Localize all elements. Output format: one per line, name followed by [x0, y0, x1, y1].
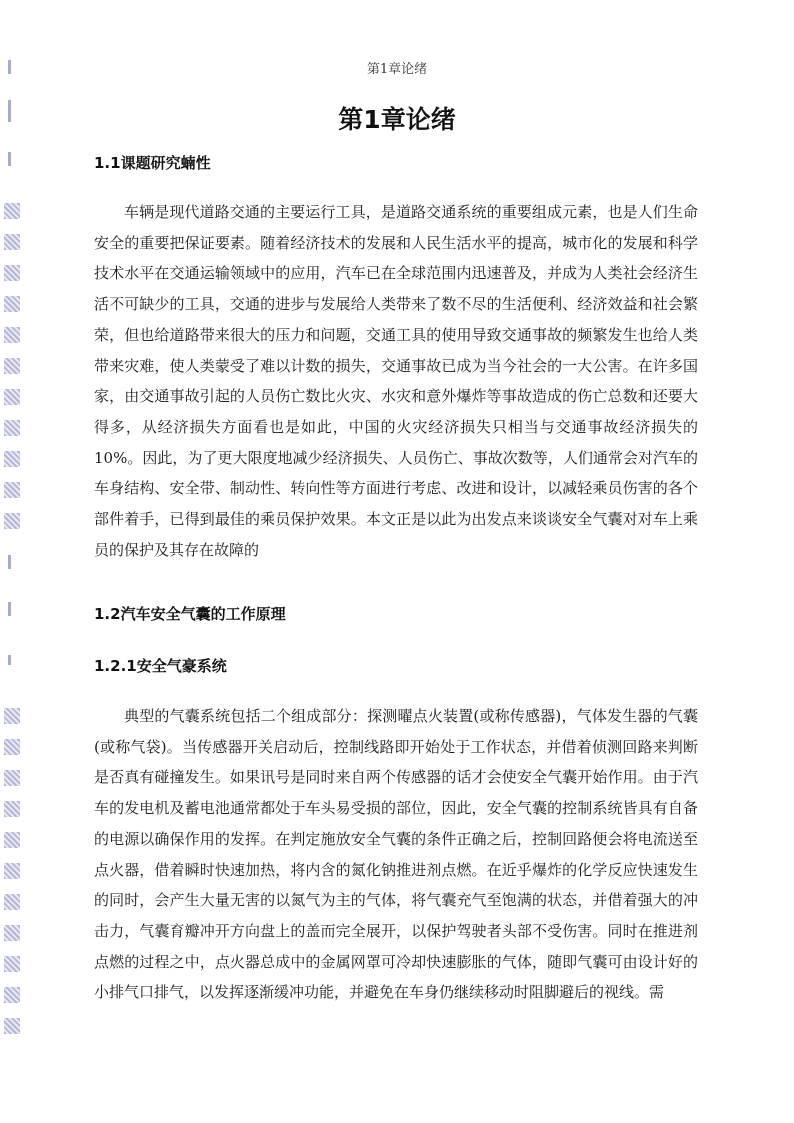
margin-mark	[8, 602, 11, 616]
margin-mark	[4, 894, 20, 910]
margin-mark	[4, 513, 20, 529]
margin-mark	[4, 1018, 20, 1034]
margin-mark	[4, 203, 20, 219]
running-header: 第1章论绪	[366, 62, 428, 77]
margin-mark	[4, 832, 20, 848]
margin-mark	[4, 708, 20, 724]
margin-mark	[4, 358, 20, 374]
section-1-2-1-paragraph: 典型的气囊系统包括二个组成部分：探测曜点火装置(或称传感器)，气体发生器的气囊(或称气袋)。当传感器开关启动后，控制线路即开始处于工作状态，并借着侦测回路来判断是否真有碰撞发生。如果讯号是同时来自两个传感器的话才会使安全气囊开始作用。由于汽车的发电机及蓄电池通常都处于车头易受损的部位，因此，安全气囊的控制系统皆具有自备的电源以确保作用的发挥。在判定施放安全气囊的条件正确之后，控制回路便会将电流送至点火器，借着瞬时快速加热，将内含的氮化钠推进剂点燃。在近乎爆炸的化学反应快速发生的同时，会产生大量无害的以氮气为主的气体，将气囊充气至饱满的状态，并借着强大的冲击力，气囊育瓣冲开方向盘上的盖而完全展开，以保护驾驶者头部不受伤害。同时在推进剂点燃的过程之中，点火器总成中的金属网罩可冷却快速膨胀的气体，随即气囊可由设计好的小排气口排气，以发挥逐渐缓冲功能，并避免在车身仍继续移动时阻脚避后的视线。需	[94, 707, 698, 1002]
margin-mark	[4, 482, 20, 498]
section-1-1-paragraph: 车辆是现代道路交通的主要运行工具，是道路交通系统的重要组成元素，也是人们生命安全的重要把保证要素。随着经济技术的发展和人民生活水平的提高，城市化的发展和科学技术水平在交通运输领域中的应用，汽车已在全球范围内迅速普及，并成为人类社会经济生活不可缺少的工具，交通的进步与发展给人类带来了数不尽的生活便利、经济效益和社会繁荣，但也给道路带来很大的压力和问题，交通工具的使用导致交通事故的频繁发生也给人类带来灾难，使人类蒙受了难以计数的损失，交通事故已成为当今社会的一大公害。在许多国家，由交通事故引起的人员伤亡数比火灾、水灾和意外爆炸等事故造成的伤亡总数和还要大得多，从经济损失方面看也是如此，中国的火灾经济损失只相当与交通事故经济损失的10%。因此，为了更大限度地减少经济损失、人员伤亡、事故次数等，人们通常会对汽车的车身结构、安全带、制动性、转向性等方面进行考虑、改进和设计，以减轻乘员伤害的各个部件着手，已得到最佳的乘员保护效果。本文正是以此为出发点来谈谈安全气囊对对车上乘员的保护及其存在故障的	[94, 203, 698, 559]
margin-mark	[4, 863, 20, 879]
margin-mark	[4, 987, 20, 1003]
margin-mark	[4, 296, 20, 312]
margin-mark	[8, 555, 11, 569]
section-heading-1-1: 1.1课题研究蝻性	[94, 154, 211, 172]
scan-margin-artifacts	[0, 0, 24, 1123]
margin-mark	[4, 451, 20, 467]
margin-mark	[8, 152, 11, 166]
margin-mark	[4, 389, 20, 405]
margin-mark	[8, 655, 11, 665]
margin-mark	[4, 234, 20, 250]
margin-mark	[4, 327, 20, 343]
margin-mark	[4, 739, 20, 755]
section-heading-1-2: 1.2汽车安全气囊的工作原理	[94, 605, 286, 623]
margin-mark	[4, 801, 20, 817]
margin-mark	[4, 420, 20, 436]
margin-mark	[4, 770, 20, 786]
chapter-title: 第1章论绪	[338, 105, 456, 134]
section-heading-1-2-1: 1.2.1安全气豪系统	[94, 657, 227, 675]
margin-mark	[4, 956, 20, 972]
margin-mark	[4, 265, 20, 281]
margin-mark	[4, 925, 20, 941]
